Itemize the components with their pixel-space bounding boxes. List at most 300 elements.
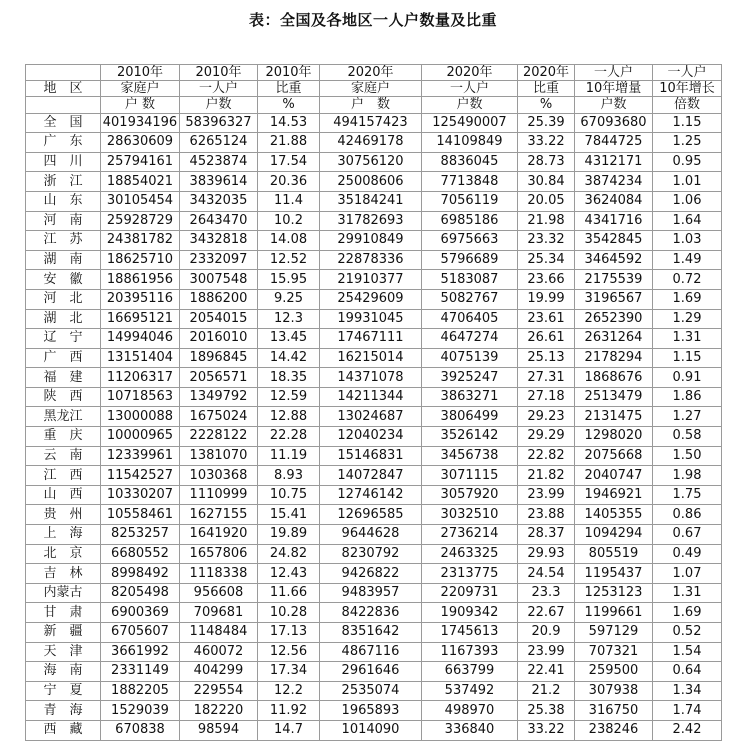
value-cell: 11542527 [101,466,180,486]
value-cell: 14371078 [320,368,422,388]
table-row [26,603,722,623]
value-cell: 25.13 [518,348,575,368]
value-cell: 2331149 [101,662,180,682]
header-cell: 一人户 [653,65,722,81]
table-row [26,701,722,721]
value-cell: 19.89 [258,525,320,545]
value-cell: 33.22 [518,133,575,153]
header-cell [26,65,101,81]
value-cell: 2652390 [575,309,653,329]
value-cell: 2178294 [575,348,653,368]
value-cell: 0.52 [653,623,722,643]
table-row [26,681,722,701]
value-cell: 35184241 [320,191,422,211]
value-cell: 1.03 [653,231,722,251]
value-cell: 1.29 [653,309,722,329]
value-cell: 0.64 [653,662,722,682]
value-cell: 1405355 [575,505,653,525]
value-cell: 2175539 [575,270,653,290]
value-cell: 1.64 [653,211,722,231]
table-row [26,485,722,505]
table-row [26,662,722,682]
value-cell: 4312171 [575,152,653,172]
value-cell: 14.7 [258,720,320,740]
value-cell: 2.42 [653,720,722,740]
header-cell: 2020年 [320,65,422,81]
region-cell: 青 海 [26,701,101,721]
value-cell: 30.84 [518,172,575,192]
value-cell: 10718563 [101,387,180,407]
value-cell: 0.72 [653,270,722,290]
value-cell: 20.05 [518,191,575,211]
value-cell: 1.49 [653,250,722,270]
value-cell: 9426822 [320,564,422,584]
value-cell: 1.31 [653,583,722,603]
value-cell: 9.25 [258,289,320,309]
value-cell: 1118338 [180,564,258,584]
value-cell: 19.99 [518,289,575,309]
value-cell: 2131475 [575,407,653,427]
value-cell: 6900369 [101,603,180,623]
value-cell: 336840 [422,720,518,740]
value-cell: 25429609 [320,289,422,309]
value-cell: 3526142 [422,427,518,447]
header-cell: 10年增长 [653,81,722,97]
value-cell: 11.66 [258,583,320,603]
value-cell: 0.58 [653,427,722,447]
value-cell: 10.28 [258,603,320,623]
value-cell: 8998492 [101,564,180,584]
value-cell: 18861956 [101,270,180,290]
value-cell: 4647274 [422,329,518,349]
region-cell: 广 西 [26,348,101,368]
value-cell: 1094294 [575,525,653,545]
value-cell: 1167393 [422,642,518,662]
value-cell: 1030368 [180,466,258,486]
value-cell: 10000965 [101,427,180,447]
header-cell: % [518,97,575,113]
value-cell: 1965893 [320,701,422,721]
value-cell: 2332097 [180,250,258,270]
value-cell: 11.4 [258,191,320,211]
value-cell: 25.39 [518,113,575,133]
header-row [26,97,722,113]
value-cell: 6705607 [101,623,180,643]
region-cell: 海 南 [26,662,101,682]
region-cell: 广 东 [26,133,101,153]
value-cell: 28.73 [518,152,575,172]
value-cell: 3839614 [180,172,258,192]
table-row [26,642,722,662]
value-cell: 3057920 [422,485,518,505]
region-cell: 河 南 [26,211,101,231]
value-cell: 12.43 [258,564,320,584]
value-cell: 13000088 [101,407,180,427]
value-cell: 182220 [180,701,258,721]
region-cell: 甘 肃 [26,603,101,623]
value-cell: 3661992 [101,642,180,662]
region-cell: 江 苏 [26,231,101,251]
value-cell: 3432035 [180,191,258,211]
table-row [26,544,722,564]
value-cell: 670838 [101,720,180,740]
value-cell: 58396327 [180,113,258,133]
value-cell: 0.91 [653,368,722,388]
table-row [26,231,722,251]
region-cell: 辽 宁 [26,329,101,349]
value-cell: 1.69 [653,603,722,623]
value-cell: 537492 [422,681,518,701]
value-cell: 14211344 [320,387,422,407]
table-row [26,720,722,740]
value-cell: 17.13 [258,623,320,643]
value-cell: 125490007 [422,113,518,133]
header-cell: 比重 [258,81,320,97]
header-cell: 一人户 [575,65,653,81]
value-cell: 5796689 [422,250,518,270]
region-cell: 天 津 [26,642,101,662]
value-cell: 18625710 [101,250,180,270]
value-cell: 1886200 [180,289,258,309]
value-cell: 22.67 [518,603,575,623]
value-cell: 7844725 [575,133,653,153]
value-cell: 709681 [180,603,258,623]
value-cell: 1349792 [180,387,258,407]
region-cell: 云 南 [26,446,101,466]
value-cell: 17.54 [258,152,320,172]
table-row [26,211,722,231]
region-cell: 山 东 [26,191,101,211]
value-cell: 0.86 [653,505,722,525]
value-cell: 4075139 [422,348,518,368]
value-cell: 25.34 [518,250,575,270]
header-cell: 2020年 [422,65,518,81]
value-cell: 8.93 [258,466,320,486]
value-cell: 16215014 [320,348,422,368]
header-cell: 地 区 [26,81,101,97]
value-cell: 2075668 [575,446,653,466]
value-cell: 6975663 [422,231,518,251]
value-cell: 1148484 [180,623,258,643]
table-row [26,270,722,290]
value-cell: 28.37 [518,525,575,545]
value-cell: 9483957 [320,583,422,603]
value-cell: 3863271 [422,387,518,407]
value-cell: 2631264 [575,329,653,349]
region-cell: 全 国 [26,113,101,133]
table-row [26,329,722,349]
value-cell: 229554 [180,681,258,701]
value-cell: 8422836 [320,603,422,623]
value-cell: 8253257 [101,525,180,545]
header-row [26,81,722,97]
value-cell: 3007548 [180,270,258,290]
header-cell: 家庭户 [320,81,422,97]
value-cell: 10.2 [258,211,320,231]
value-cell: 401934196 [101,113,180,133]
value-cell: 27.18 [518,387,575,407]
region-cell: 上 海 [26,525,101,545]
value-cell: 12339961 [101,446,180,466]
table-row [26,427,722,447]
header-cell: 家庭户 [101,81,180,97]
value-cell: 10330207 [101,485,180,505]
value-cell: 1.98 [653,466,722,486]
region-cell: 江 西 [26,466,101,486]
value-cell: 13151404 [101,348,180,368]
value-cell: 14.42 [258,348,320,368]
value-cell: 2040747 [575,466,653,486]
table-row [26,309,722,329]
value-cell: 23.61 [518,309,575,329]
value-cell: 4867116 [320,642,422,662]
value-cell: 1.75 [653,485,722,505]
value-cell: 67093680 [575,113,653,133]
table-row [26,407,722,427]
region-cell: 浙 江 [26,172,101,192]
value-cell: 25008606 [320,172,422,192]
value-cell: 4341716 [575,211,653,231]
table-row [26,368,722,388]
table-row [26,191,722,211]
value-cell: 6265124 [180,133,258,153]
header-cell: 一人户 [422,81,518,97]
value-cell: 29910849 [320,231,422,251]
data-table [25,64,722,741]
value-cell: 33.22 [518,720,575,740]
value-cell: 1.25 [653,133,722,153]
value-cell: 707321 [575,642,653,662]
table-row [26,525,722,545]
value-cell: 3456738 [422,446,518,466]
value-cell: 4523874 [180,152,258,172]
value-cell: 1195437 [575,564,653,584]
table-row [26,446,722,466]
table-row [26,172,722,192]
value-cell: 18854021 [101,172,180,192]
value-cell: 0.67 [653,525,722,545]
value-cell: 12.2 [258,681,320,701]
value-cell: 5183087 [422,270,518,290]
region-cell: 内蒙古 [26,583,101,603]
value-cell: 1381070 [180,446,258,466]
value-cell: 1.86 [653,387,722,407]
value-cell: 307938 [575,681,653,701]
value-cell: 3432818 [180,231,258,251]
value-cell: 1.07 [653,564,722,584]
value-cell: 1.31 [653,329,722,349]
header-cell: % [258,97,320,113]
value-cell: 21.2 [518,681,575,701]
value-cell: 23.99 [518,642,575,662]
header-cell: 2010年 [101,65,180,81]
region-cell: 四 川 [26,152,101,172]
region-cell: 西 藏 [26,720,101,740]
value-cell: 13024687 [320,407,422,427]
table-row [26,152,722,172]
value-cell: 3071115 [422,466,518,486]
value-cell: 2228122 [180,427,258,447]
value-cell: 5082767 [422,289,518,309]
value-cell: 494157423 [320,113,422,133]
header-cell: 户数 [422,97,518,113]
value-cell: 14994046 [101,329,180,349]
value-cell: 10.75 [258,485,320,505]
value-cell: 15.41 [258,505,320,525]
value-cell: 1641920 [180,525,258,545]
value-cell: 1896845 [180,348,258,368]
value-cell: 25.38 [518,701,575,721]
value-cell: 16695121 [101,309,180,329]
value-cell: 26.61 [518,329,575,349]
value-cell: 0.49 [653,544,722,564]
table-row [26,289,722,309]
value-cell: 12696585 [320,505,422,525]
value-cell: 23.99 [518,485,575,505]
value-cell: 1.34 [653,681,722,701]
value-cell: 3874234 [575,172,653,192]
value-cell: 18.35 [258,368,320,388]
value-cell: 1.06 [653,191,722,211]
value-cell: 1298020 [575,427,653,447]
value-cell: 11.92 [258,701,320,721]
value-cell: 27.31 [518,368,575,388]
value-cell: 22.82 [518,446,575,466]
table-row [26,113,722,133]
value-cell: 8205498 [101,583,180,603]
value-cell: 29.23 [518,407,575,427]
value-cell: 3542845 [575,231,653,251]
value-cell: 31782693 [320,211,422,231]
value-cell: 2643470 [180,211,258,231]
value-cell: 23.3 [518,583,575,603]
region-cell: 湖 南 [26,250,101,270]
value-cell: 25928729 [101,211,180,231]
header-cell [26,97,101,113]
value-cell: 12746142 [320,485,422,505]
value-cell: 28630609 [101,133,180,153]
value-cell: 29.93 [518,544,575,564]
value-cell: 12.88 [258,407,320,427]
value-cell: 24.82 [258,544,320,564]
value-cell: 23.88 [518,505,575,525]
value-cell: 2961646 [320,662,422,682]
value-cell: 404299 [180,662,258,682]
header-cell: 户 数 [320,97,422,113]
region-cell: 安 徽 [26,270,101,290]
value-cell: 21.88 [258,133,320,153]
value-cell: 15.95 [258,270,320,290]
table-row [26,564,722,584]
header-cell: 户数 [180,97,258,113]
value-cell: 663799 [422,662,518,682]
value-cell: 3032510 [422,505,518,525]
value-cell: 1909342 [422,603,518,623]
value-cell: 2513479 [575,387,653,407]
value-cell: 1657806 [180,544,258,564]
value-cell: 3624084 [575,191,653,211]
value-cell: 29.29 [518,427,575,447]
value-cell: 14072847 [320,466,422,486]
value-cell: 238246 [575,720,653,740]
value-cell: 2209731 [422,583,518,603]
value-cell: 12.59 [258,387,320,407]
value-cell: 42469178 [320,133,422,153]
region-cell: 黑龙江 [26,407,101,427]
value-cell: 30756120 [320,152,422,172]
value-cell: 460072 [180,642,258,662]
value-cell: 1.74 [653,701,722,721]
value-cell: 805519 [575,544,653,564]
table-row [26,348,722,368]
value-cell: 17467111 [320,329,422,349]
region-cell: 陕 西 [26,387,101,407]
value-cell: 2736214 [422,525,518,545]
value-cell: 23.66 [518,270,575,290]
header-cell: 户 数 [101,97,180,113]
header-cell: 倍数 [653,97,722,113]
value-cell: 14109849 [422,133,518,153]
value-cell: 4706405 [422,309,518,329]
value-cell: 1199661 [575,603,653,623]
value-cell: 316750 [575,701,653,721]
value-cell: 11206317 [101,368,180,388]
region-cell: 福 建 [26,368,101,388]
region-cell: 河 北 [26,289,101,309]
value-cell: 98594 [180,720,258,740]
value-cell: 8351642 [320,623,422,643]
value-cell: 1110999 [180,485,258,505]
header-cell: 户数 [575,97,653,113]
value-cell: 2016010 [180,329,258,349]
table-row [26,466,722,486]
header-cell: 10年增量 [575,81,653,97]
value-cell: 17.34 [258,662,320,682]
value-cell: 10558461 [101,505,180,525]
table-title: 表：全国及各地区一人户数量及比重 [248,11,497,29]
value-cell: 15146831 [320,446,422,466]
value-cell: 1253123 [575,583,653,603]
table-row [26,623,722,643]
region-cell: 吉 林 [26,564,101,584]
header-cell: 2020年 [518,65,575,81]
value-cell: 1014090 [320,720,422,740]
value-cell: 6985186 [422,211,518,231]
header-cell: 2010年 [258,65,320,81]
value-cell: 19931045 [320,309,422,329]
value-cell: 1882205 [101,681,180,701]
value-cell: 14.08 [258,231,320,251]
header-cell: 2010年 [180,65,258,81]
table-row [26,505,722,525]
table-row [26,133,722,153]
value-cell: 1868676 [575,368,653,388]
header-cell: 一人户 [180,81,258,97]
value-cell: 12.52 [258,250,320,270]
value-cell: 259500 [575,662,653,682]
value-cell: 25794161 [101,152,180,172]
value-cell: 1.15 [653,348,722,368]
region-cell: 重 庆 [26,427,101,447]
value-cell: 3464592 [575,250,653,270]
value-cell: 24381782 [101,231,180,251]
value-cell: 13.45 [258,329,320,349]
value-cell: 12.56 [258,642,320,662]
value-cell: 3806499 [422,407,518,427]
value-cell: 1745613 [422,623,518,643]
value-cell: 22.41 [518,662,575,682]
value-cell: 2313775 [422,564,518,584]
